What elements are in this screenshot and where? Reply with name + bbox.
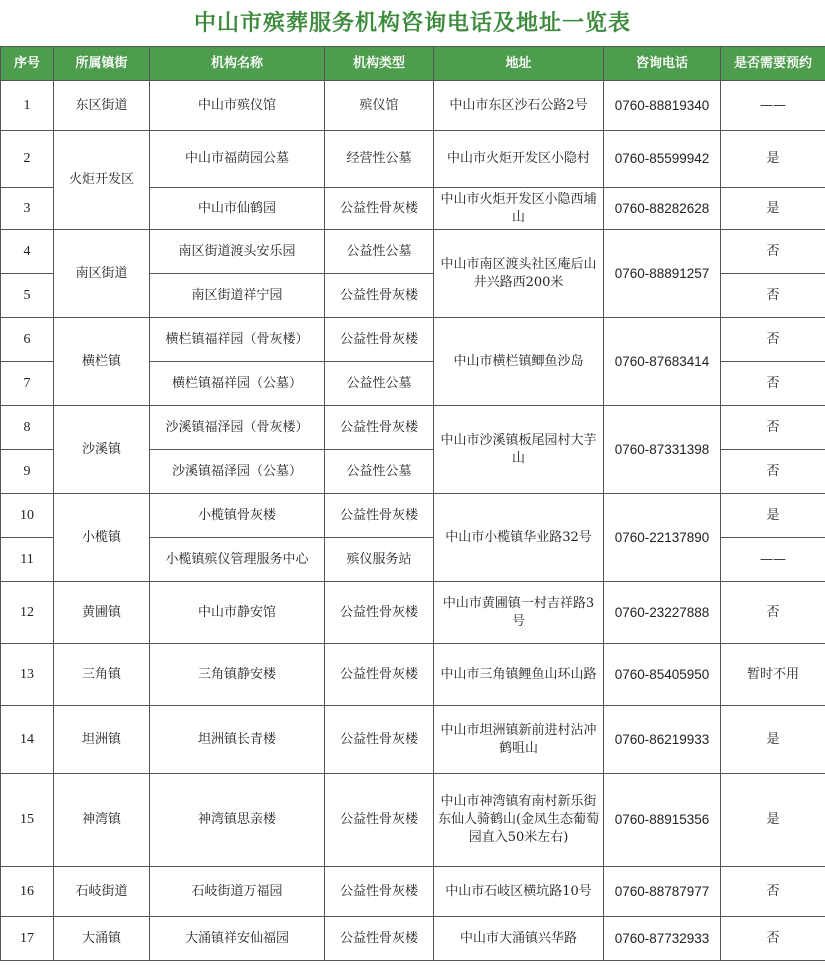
- row-address: 中山市大涌镇兴华路: [434, 917, 604, 961]
- header-appointment: 是否需要预约: [721, 47, 825, 81]
- row-appointment: ——: [721, 81, 825, 131]
- row-number: 14: [1, 706, 54, 774]
- row-number: 13: [1, 644, 54, 706]
- table-row: [1, 582, 825, 644]
- row-number: 11: [1, 538, 54, 582]
- row-phone: 0760-88915356: [604, 774, 721, 867]
- row-appointment: 否: [721, 318, 825, 362]
- row-name: 小榄镇殡仪管理服务中心: [150, 538, 325, 582]
- row-appointment: 否: [721, 274, 825, 318]
- row-phone: 0760-86219933: [604, 706, 721, 774]
- row-address: 中山市火炬开发区小隐村: [434, 131, 604, 188]
- row-appointment: 否: [721, 582, 825, 644]
- row-name: 小榄镇骨灰楼: [150, 494, 325, 538]
- row-type: 公益性公墓: [325, 230, 434, 274]
- row-phone: 0760-23227888: [604, 582, 721, 644]
- row-address: 中山市东区沙石公路2号: [434, 81, 604, 131]
- header-type: 机构类型: [325, 47, 434, 81]
- row-appointment: 否: [721, 867, 825, 917]
- row-appointment: 否: [721, 450, 825, 494]
- header-town: 所属镇街: [54, 47, 150, 81]
- row-address: 中山市三角镇鲤鱼山环山路: [434, 644, 604, 706]
- funeral-services-table: [0, 46, 825, 961]
- row-type: 经营性公墓: [325, 131, 434, 188]
- row-address: 中山市黄圃镇一村吉祥路3号: [434, 582, 604, 644]
- row-phone: 0760-87683414: [604, 318, 721, 406]
- row-appointment: 否: [721, 230, 825, 274]
- row-phone: 0760-87732933: [604, 917, 721, 961]
- header-address: 地址: [434, 47, 604, 81]
- header-name: 机构名称: [150, 47, 325, 81]
- table-row: [1, 230, 825, 274]
- row-number: 2: [1, 131, 54, 188]
- row-appointment: ——: [721, 538, 825, 582]
- row-type: 公益性骨灰楼: [325, 318, 434, 362]
- row-town: 沙溪镇: [54, 406, 150, 494]
- row-address: 中山市石岐区横坑路10号: [434, 867, 604, 917]
- header-phone: 咨询电话: [604, 47, 721, 81]
- row-phone: 0760-85599942: [604, 131, 721, 188]
- row-phone: 0760-88891257: [604, 230, 721, 318]
- row-town: 横栏镇: [54, 318, 150, 406]
- row-type: 公益性骨灰楼: [325, 706, 434, 774]
- row-town: 火炬开发区: [54, 131, 150, 230]
- table-header-row: [1, 47, 825, 81]
- row-number: 4: [1, 230, 54, 274]
- row-number: 17: [1, 917, 54, 961]
- row-appointment: 是: [721, 774, 825, 867]
- row-town: 石岐街道: [54, 867, 150, 917]
- row-number: 9: [1, 450, 54, 494]
- row-name: 中山市殡仪馆: [150, 81, 325, 131]
- row-town: 东区街道: [54, 81, 150, 131]
- row-number: 7: [1, 362, 54, 406]
- row-phone: 0760-88819340: [604, 81, 721, 131]
- row-type: 公益性骨灰楼: [325, 582, 434, 644]
- row-name: 沙溪镇福泽园（骨灰楼）: [150, 406, 325, 450]
- row-type: 公益性骨灰楼: [325, 867, 434, 917]
- row-appointment: 否: [721, 362, 825, 406]
- row-type: 公益性公墓: [325, 450, 434, 494]
- row-name: 中山市静安馆: [150, 582, 325, 644]
- table-row: [1, 644, 825, 706]
- row-name: 神湾镇思亲楼: [150, 774, 325, 867]
- table-row: [1, 494, 825, 538]
- row-address: 中山市沙溪镇板尾园村大芋山: [434, 406, 604, 494]
- row-number: 12: [1, 582, 54, 644]
- row-number: 8: [1, 406, 54, 450]
- row-type: 公益性骨灰楼: [325, 494, 434, 538]
- row-town: 神湾镇: [54, 774, 150, 867]
- row-phone: 0760-85405950: [604, 644, 721, 706]
- row-type: 公益性骨灰楼: [325, 644, 434, 706]
- row-town: 坦洲镇: [54, 706, 150, 774]
- row-type: 公益性骨灰楼: [325, 917, 434, 961]
- row-name: 三角镇静安楼: [150, 644, 325, 706]
- row-type: 公益性骨灰楼: [325, 274, 434, 318]
- row-type: 公益性骨灰楼: [325, 188, 434, 230]
- row-address: 中山市横栏镇鲫鱼沙岛: [434, 318, 604, 406]
- table-row: [1, 867, 825, 917]
- row-type: 公益性骨灰楼: [325, 406, 434, 450]
- row-number: 6: [1, 318, 54, 362]
- row-phone: 0760-88282628: [604, 188, 721, 230]
- row-name: 横栏镇福祥园（公墓）: [150, 362, 325, 406]
- row-appointment: 否: [721, 917, 825, 961]
- row-appointment: 是: [721, 494, 825, 538]
- row-town: 黄圃镇: [54, 582, 150, 644]
- row-name: 沙溪镇福泽园（公墓）: [150, 450, 325, 494]
- table-row: [1, 917, 825, 961]
- row-town: 小榄镇: [54, 494, 150, 582]
- row-name: 坦洲镇长青楼: [150, 706, 325, 774]
- row-town: 三角镇: [54, 644, 150, 706]
- row-address: 中山市坦洲镇新前进村沾冲鹤咀山: [434, 706, 604, 774]
- row-type: 公益性公墓: [325, 362, 434, 406]
- row-type: 殡仪服务站: [325, 538, 434, 582]
- row-phone: 0760-22137890: [604, 494, 721, 582]
- row-number: 5: [1, 274, 54, 318]
- table-row: [1, 81, 825, 131]
- row-appointment: 是: [721, 131, 825, 188]
- row-address: 中山市南区渡头社区庵后山井兴路西200米: [434, 230, 604, 318]
- row-name: 中山市仙鹤园: [150, 188, 325, 230]
- row-appointment: 否: [721, 406, 825, 450]
- header-no: 序号: [1, 47, 54, 81]
- row-number: 3: [1, 188, 54, 230]
- row-type: 殡仪馆: [325, 81, 434, 131]
- row-name: 石岐街道万福园: [150, 867, 325, 917]
- table-row: [1, 774, 825, 867]
- row-town: 大涌镇: [54, 917, 150, 961]
- row-appointment: 是: [721, 706, 825, 774]
- row-address: 中山市小榄镇华业路32号: [434, 494, 604, 582]
- row-name: 横栏镇福祥园（骨灰楼）: [150, 318, 325, 362]
- row-phone: 0760-88787977: [604, 867, 721, 917]
- row-address: 中山市火炬开发区小隐西埔山: [434, 188, 604, 230]
- row-name: 南区街道渡头安乐园: [150, 230, 325, 274]
- row-address: 中山市神湾镇宥南村新乐街东仙人骑鹤山(金凤生态葡萄园直入50米左右): [434, 774, 604, 867]
- row-appointment: 是: [721, 188, 825, 230]
- row-name: 南区街道祥宁园: [150, 274, 325, 318]
- row-name: 大涌镇祥安仙福园: [150, 917, 325, 961]
- row-number: 1: [1, 81, 54, 131]
- row-name: 中山市福荫园公墓: [150, 131, 325, 188]
- table-row: [1, 706, 825, 774]
- row-phone: 0760-87331398: [604, 406, 721, 494]
- row-type: 公益性骨灰楼: [325, 774, 434, 867]
- row-number: 10: [1, 494, 54, 538]
- row-number: 16: [1, 867, 54, 917]
- table-row: [1, 131, 825, 188]
- table-row: [1, 406, 825, 450]
- row-number: 15: [1, 774, 54, 867]
- page-title: 中山市殡葬服务机构咨询电话及地址一览表: [193, 11, 631, 36]
- row-appointment: 暂时不用: [721, 644, 825, 706]
- table-row: [1, 318, 825, 362]
- row-town: 南区街道: [54, 230, 150, 318]
